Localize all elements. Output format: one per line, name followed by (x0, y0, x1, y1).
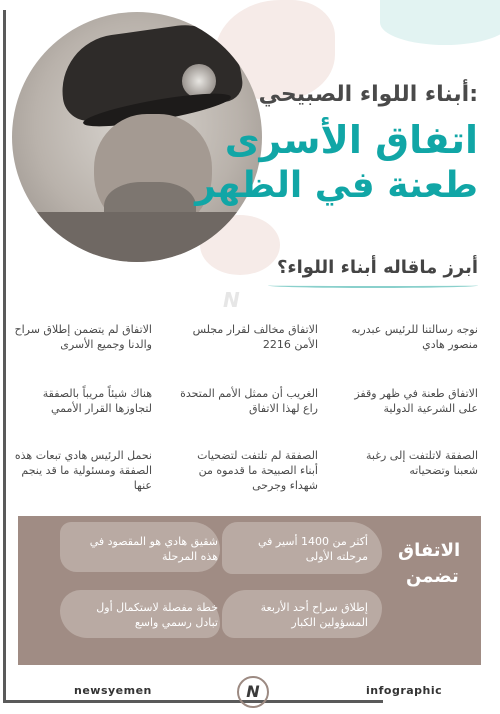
footer-type-text: infographic (366, 684, 443, 697)
page-title-line1: اتفاق الأسرى (224, 118, 478, 162)
section-heading: أبرز ماقاله أبناء اللواء؟ (276, 257, 478, 278)
quote-item: الصفقة لاتلتفت إلى رغبة شعبنا وتضحياته (366, 449, 478, 477)
page-title-line2: طعنة في الظهر (195, 165, 478, 206)
quote-item: نحمل الرئيس هادي تبعات هذه الصفقة ومسئولية ما قد ينجم عنها (14, 449, 152, 492)
newsyemen-logo-icon: N (237, 676, 269, 708)
quote-item: الاتفاق طعنة في ظهر وقفز على الشرعية الدولية (354, 387, 478, 415)
footer-brand-text: newsyemen (74, 684, 152, 697)
decor-blob-teal (380, 0, 500, 45)
frame-bottom-line (3, 700, 383, 703)
frame-left-line (3, 10, 6, 700)
page-subtitle: أبناء اللواء الصبيحي: (258, 82, 478, 107)
uniform-shape (12, 212, 262, 262)
panel-item: خطة مفصلة لاستكمال أول تبادل رسمي واسع (96, 601, 218, 629)
watermark-logo-icon: N (223, 288, 240, 312)
panel-item: إطلاق سراح أحد الأربعة المسؤولين الكبار (260, 601, 368, 629)
quote-item: الغريب أن ممثل الأمم المتحدة راع لهذا الاتفاق (180, 387, 318, 415)
heading-underline (268, 283, 478, 288)
panel-title-line1: الاتفاق (398, 540, 461, 561)
quote-item: هناك شيئاً مريباً بالصفقة لتجاوزها القرار الأممي (42, 387, 152, 415)
quote-item: الاتفاق مخالف لقرار مجلس الأمن 2216 (192, 323, 318, 351)
quote-item: نوجه رسالتنا للرئيس عبدربه منصور هادي (351, 323, 478, 351)
panel-item: شقيق هادي هو المقصود في هذه المرحلة (89, 535, 218, 563)
quote-item: الصفقة لم تلتفت لتضحيات أبناء الصبيحة ما قدموه من شهداء وجرحى (197, 449, 318, 492)
panel-title-line2: تضمن (406, 566, 459, 587)
panel-item: أكثر من 1400 أسير في مرحلته الأولى (257, 535, 368, 563)
quote-item: الاتفاق لم يتضمن إطلاق سراح والدنا وجميع الأسرى (14, 323, 152, 351)
